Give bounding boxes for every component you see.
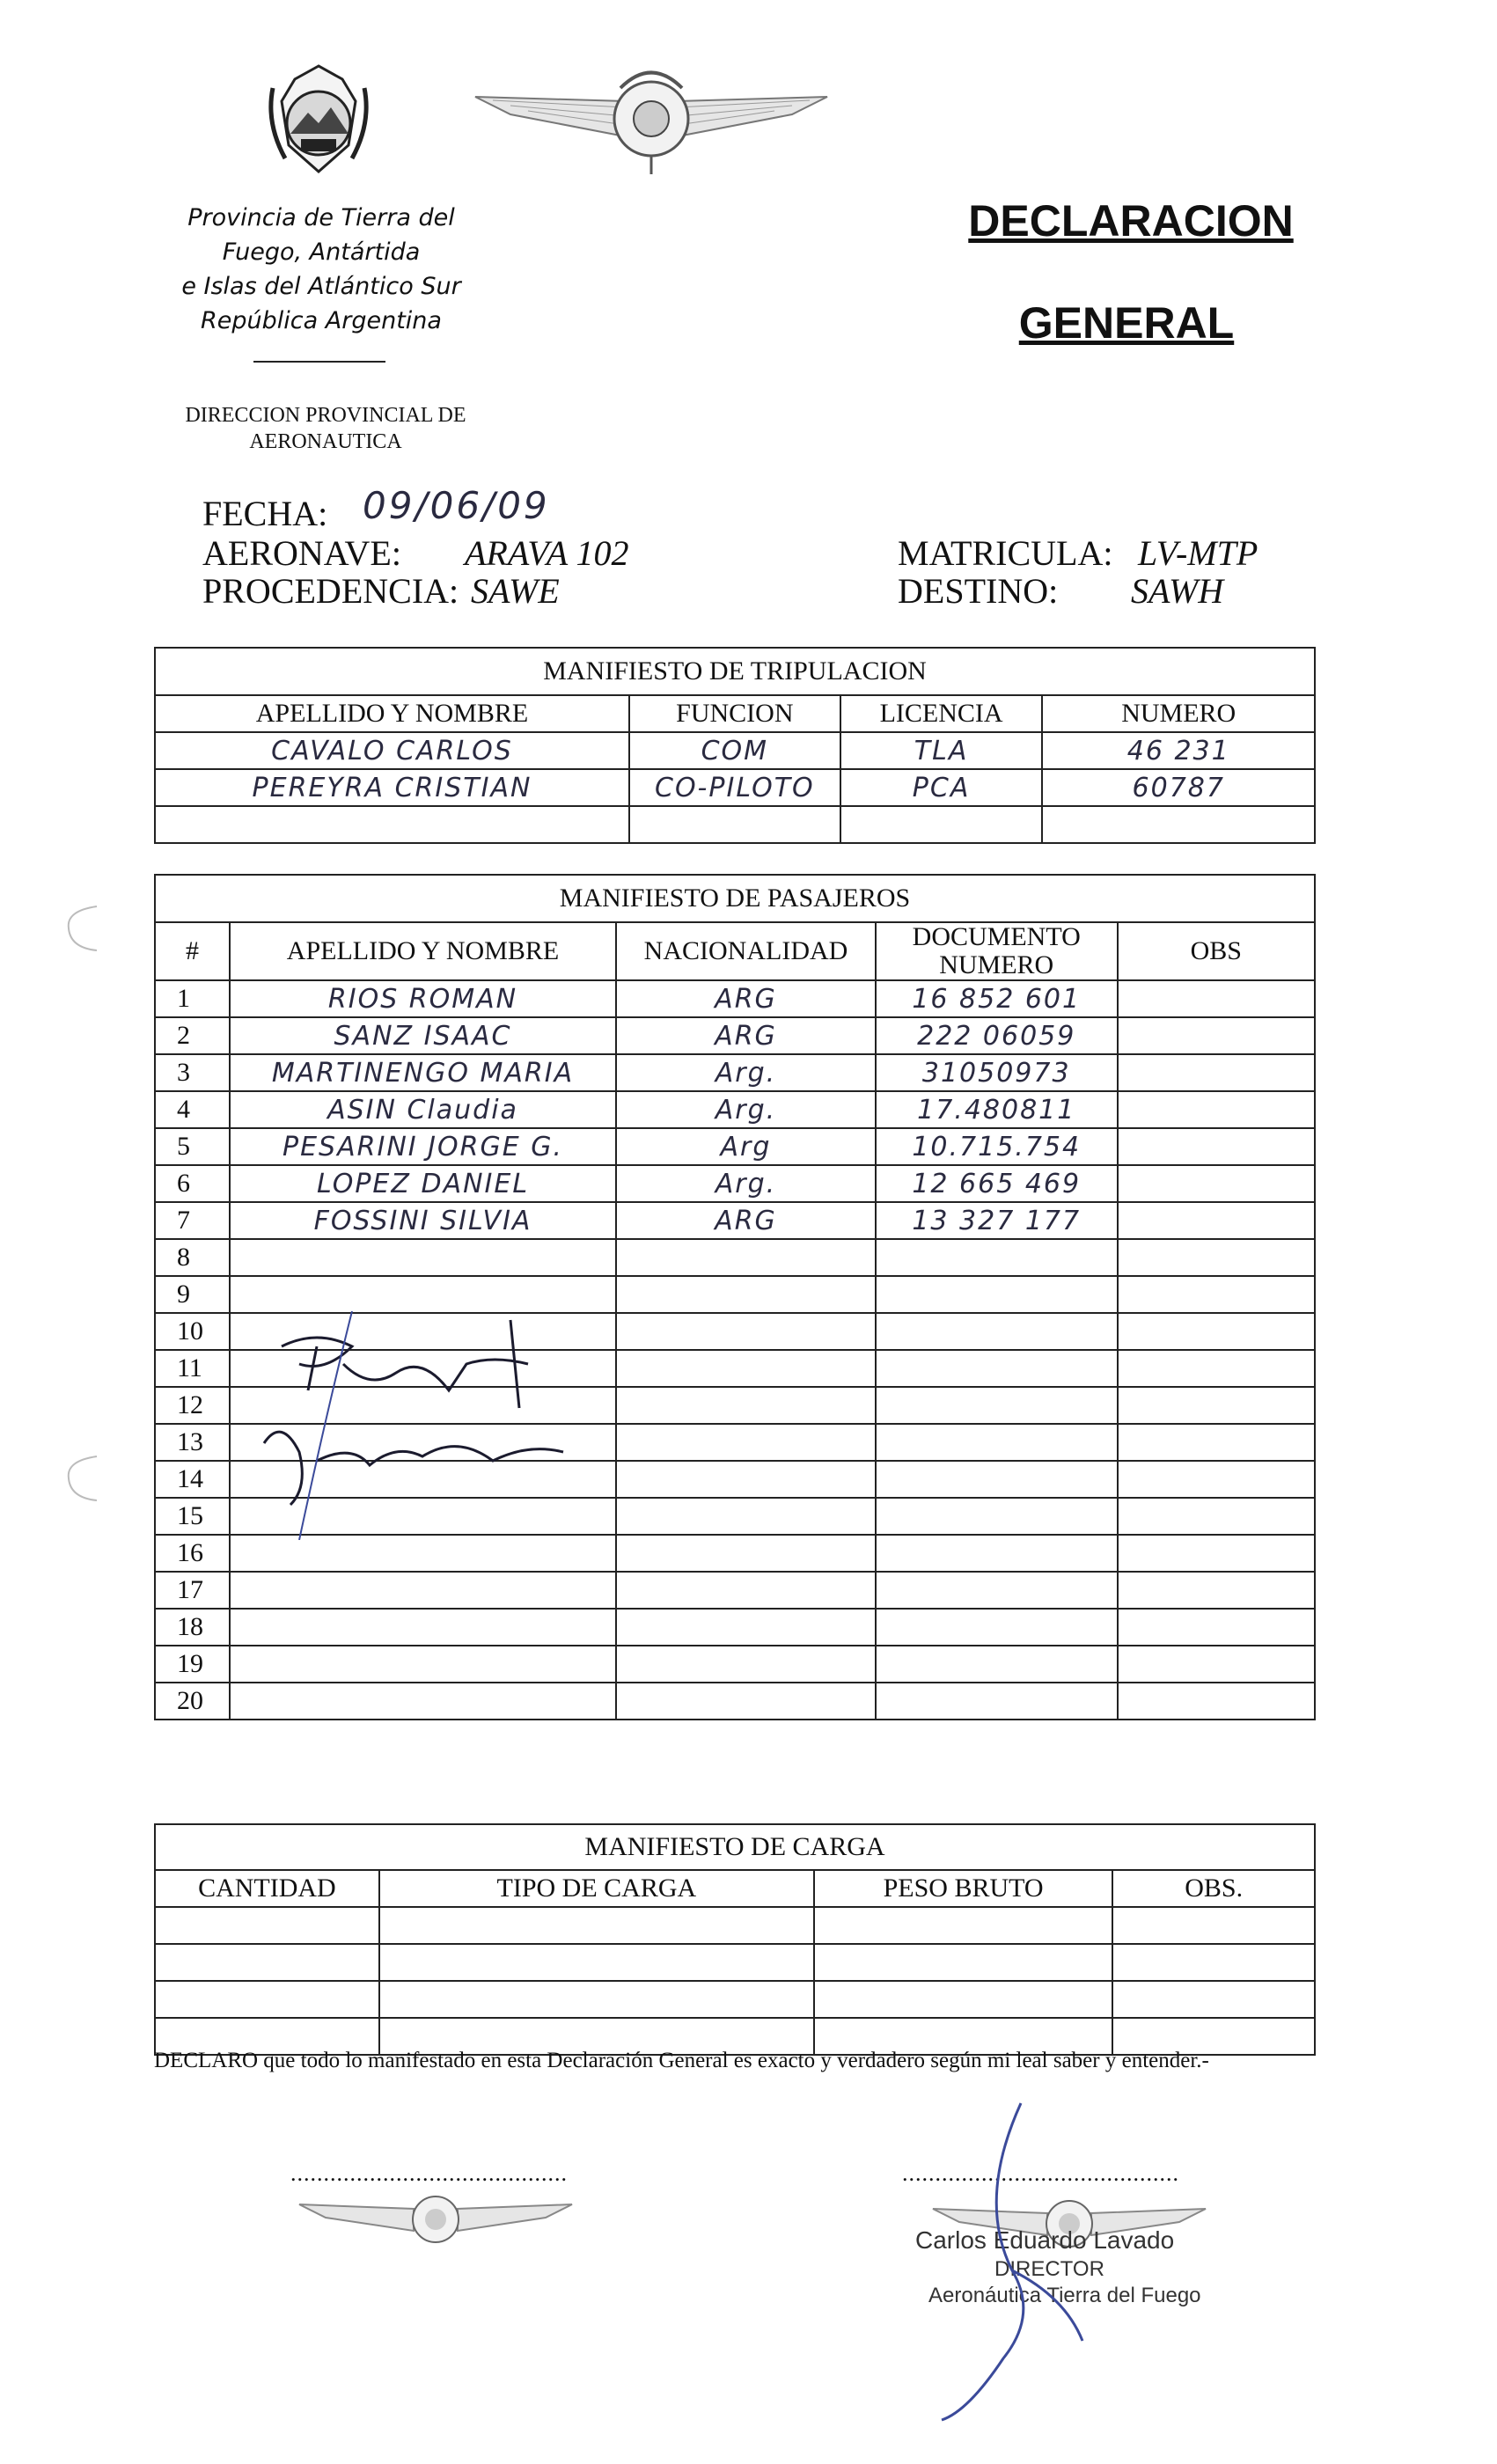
stamp-org: Aeronáutica Tierra del Fuego xyxy=(928,2284,1201,2307)
pax-name: LOPEZ DANIEL xyxy=(230,1165,616,1202)
cargo-type xyxy=(379,1907,814,1944)
direction-line-2: AERONAUTICA xyxy=(249,430,402,453)
pax-document: 222 06059 xyxy=(876,1017,1118,1054)
cargo-obs xyxy=(1112,1907,1315,1944)
pax-obs xyxy=(1118,1387,1315,1424)
pax-obs xyxy=(1118,1609,1315,1646)
pax-obs xyxy=(1118,1239,1315,1276)
pax-header-document: DOCUMENTO NUMERO xyxy=(876,922,1118,980)
pax-number: 6 xyxy=(155,1165,230,1202)
pax-name xyxy=(230,1535,616,1572)
aeronave-label: AERONAVE: xyxy=(202,533,401,573)
cargo-obs xyxy=(1112,1944,1315,1981)
cargo-header-type: TIPO DE CARGA xyxy=(379,1870,814,1907)
fecha-value: 09/06/09 xyxy=(363,484,550,527)
fecha-label: FECHA: xyxy=(202,494,328,533)
pax-name: MARTINENGO MARIA xyxy=(230,1054,616,1091)
table-row xyxy=(155,980,1315,1017)
pax-nationality: Arg. xyxy=(616,1054,876,1091)
handwritten-signature-icon xyxy=(246,1311,598,1540)
pax-number: 1 xyxy=(155,980,230,1017)
pax-nationality: Arg. xyxy=(616,1091,876,1128)
pax-name xyxy=(230,1239,616,1276)
crew-row-3-function xyxy=(629,806,840,843)
pax-number: 4 xyxy=(155,1091,230,1128)
pax-name: ASIN Claudia xyxy=(230,1091,616,1128)
document-subtitle: GENERAL xyxy=(1018,298,1235,348)
pax-name xyxy=(230,1683,616,1720)
director-signature-icon xyxy=(906,2094,1135,2429)
pax-number: 2 xyxy=(155,1017,230,1054)
province-emblem-icon xyxy=(264,62,374,176)
pax-nationality xyxy=(616,1350,876,1387)
pax-obs xyxy=(1118,1128,1315,1165)
signature-line-left: .......................................... xyxy=(290,2160,568,2186)
pax-nationality xyxy=(616,1683,876,1720)
table-row xyxy=(155,1646,1315,1683)
pax-number: 19 xyxy=(155,1646,230,1683)
aeronave-value: ARAVA 102 xyxy=(465,533,629,573)
cargo-obs xyxy=(1112,1981,1315,2018)
cargo-title: MANIFIESTO DE CARGA xyxy=(155,1824,1315,1870)
pax-document xyxy=(876,1313,1118,1350)
table-row xyxy=(155,1572,1315,1609)
pax-obs xyxy=(1118,1165,1315,1202)
pax-name: RIOS ROMAN xyxy=(230,980,616,1017)
cargo-header-weight: PESO BRUTO xyxy=(814,1870,1112,1907)
cargo-quantity xyxy=(155,1907,379,1944)
pax-nationality: ARG xyxy=(616,1017,876,1054)
pax-document xyxy=(876,1498,1118,1535)
pax-obs xyxy=(1118,1350,1315,1387)
table-row xyxy=(155,1981,1315,2018)
stamp-role: DIRECTOR xyxy=(994,2257,1104,2281)
hole-punch-bottom-icon xyxy=(62,1452,106,1505)
crew-row-1-license: TLA xyxy=(840,732,1043,769)
pax-header-obs: OBS xyxy=(1118,922,1315,980)
pax-nationality xyxy=(616,1572,876,1609)
crew-header-number: NUMERO xyxy=(1042,695,1315,732)
pax-document xyxy=(876,1424,1118,1461)
province-line-3: e Islas del Atlántico Sur xyxy=(181,273,461,300)
table-row xyxy=(155,1054,1315,1091)
pax-obs xyxy=(1118,1683,1315,1720)
province-underline xyxy=(253,361,385,363)
pax-document xyxy=(876,1683,1118,1720)
stamp-name: Carlos Eduardo Lavado xyxy=(915,2226,1175,2254)
pax-number: 9 xyxy=(155,1276,230,1313)
pax-obs xyxy=(1118,1498,1315,1535)
pax-name xyxy=(230,1276,616,1313)
pax-number: 18 xyxy=(155,1609,230,1646)
pax-document: 10.715.754 xyxy=(876,1128,1118,1165)
pax-number: 12 xyxy=(155,1387,230,1424)
document-title: DECLARACION xyxy=(968,196,1294,246)
pax-document xyxy=(876,1276,1118,1313)
table-row xyxy=(155,1202,1315,1239)
hole-punch-top-icon xyxy=(62,902,106,955)
cargo-header-obs: OBS. xyxy=(1112,1870,1315,1907)
direction-line-1: DIRECCION PROVINCIAL DE xyxy=(185,404,466,427)
pax-header-name: APELLIDO Y NOMBRE xyxy=(230,922,616,980)
crew-title: MANIFIESTO DE TRIPULACION xyxy=(155,648,1315,695)
pax-nationality xyxy=(616,1424,876,1461)
signature-line-right: .......................................... xyxy=(902,2160,1179,2186)
pax-obs xyxy=(1118,1202,1315,1239)
pax-nationality: Arg. xyxy=(616,1165,876,1202)
pax-number: 7 xyxy=(155,1202,230,1239)
destino-label: DESTINO: xyxy=(898,571,1059,611)
pax-document: 12 665 469 xyxy=(876,1165,1118,1202)
pax-number: 14 xyxy=(155,1461,230,1498)
pax-document xyxy=(876,1646,1118,1683)
pax-obs xyxy=(1118,1017,1315,1054)
crew-row-3-number xyxy=(1042,806,1315,843)
pax-document: 13 327 177 xyxy=(876,1202,1118,1239)
table-row xyxy=(155,1683,1315,1720)
pax-number: 15 xyxy=(155,1498,230,1535)
crew-row-2-number: 60787 xyxy=(1042,769,1315,806)
pax-nationality: ARG xyxy=(616,980,876,1017)
pax-document: 17.480811 xyxy=(876,1091,1118,1128)
table-row xyxy=(155,1535,1315,1572)
pax-nationality xyxy=(616,1498,876,1535)
destino-value: SAWH xyxy=(1131,571,1224,611)
cargo-type xyxy=(379,1944,814,1981)
pax-name xyxy=(230,1646,616,1683)
table-row xyxy=(155,1128,1315,1165)
pax-document xyxy=(876,1572,1118,1609)
table-row xyxy=(155,1091,1315,1128)
pax-nationality xyxy=(616,1646,876,1683)
pax-obs xyxy=(1118,1313,1315,1350)
table-row xyxy=(155,1276,1315,1313)
pax-name xyxy=(230,1572,616,1609)
pax-name: PESARINI JORGE G. xyxy=(230,1128,616,1165)
pax-name: SANZ ISAAC xyxy=(230,1017,616,1054)
pax-number: 3 xyxy=(155,1054,230,1091)
table-row xyxy=(155,1165,1315,1202)
pax-nationality xyxy=(616,1609,876,1646)
matricula-label: MATRICULA: xyxy=(898,533,1113,573)
crew-row-1-function: COM xyxy=(629,732,840,769)
pax-document xyxy=(876,1461,1118,1498)
pax-document xyxy=(876,1609,1118,1646)
pax-nationality: ARG xyxy=(616,1202,876,1239)
pax-obs xyxy=(1118,1646,1315,1683)
cargo-type xyxy=(379,1981,814,2018)
pax-document xyxy=(876,1535,1118,1572)
crew-row-2-function: CO-PILOTO xyxy=(629,769,840,806)
pax-nationality: Arg xyxy=(616,1128,876,1165)
pax-nationality xyxy=(616,1461,876,1498)
pax-number: 5 xyxy=(155,1128,230,1165)
air-force-wings-emblem-icon xyxy=(458,53,845,176)
footer-wings-emblem-left-icon xyxy=(290,2182,581,2253)
crew-row-1-number: 46 231 xyxy=(1042,732,1315,769)
crew-row-2-name: PEREYRA CRISTIAN xyxy=(155,769,629,806)
crew-row-2-license: PCA xyxy=(840,769,1043,806)
pax-name: FOSSINI SILVIA xyxy=(230,1202,616,1239)
procedencia-label: PROCEDENCIA: xyxy=(202,571,459,611)
cargo-quantity xyxy=(155,1981,379,2018)
pax-nationality xyxy=(616,1535,876,1572)
declaration-text: DECLARO que todo lo manifestado en esta Declaración General es exacto y verdadero según mi leal saber y entender.- xyxy=(154,2049,1209,2072)
cargo-header-quantity: CANTIDAD xyxy=(155,1870,379,1907)
table-row xyxy=(155,1609,1315,1646)
pax-obs xyxy=(1118,1572,1315,1609)
pax-name xyxy=(230,1609,616,1646)
pax-nationality xyxy=(616,1387,876,1424)
pax-obs xyxy=(1118,1276,1315,1313)
procedencia-value: SAWE xyxy=(471,571,560,611)
pax-obs xyxy=(1118,1535,1315,1572)
passengers-title: MANIFIESTO DE PASAJEROS xyxy=(155,875,1315,922)
cargo-manifest-table xyxy=(154,1823,1316,2056)
pax-nationality xyxy=(616,1313,876,1350)
table-row xyxy=(155,1017,1315,1054)
pax-obs xyxy=(1118,1461,1315,1498)
pax-number: 10 xyxy=(155,1313,230,1350)
cargo-weight xyxy=(814,1944,1112,1981)
pax-document: 16 852 601 xyxy=(876,980,1118,1017)
pax-nationality xyxy=(616,1276,876,1313)
cargo-weight xyxy=(814,1981,1112,2018)
pax-document xyxy=(876,1239,1118,1276)
province-line-2: Fuego, Antártida xyxy=(222,238,421,266)
crew-row-3-license xyxy=(840,806,1043,843)
pax-number: 13 xyxy=(155,1424,230,1461)
table-row xyxy=(155,1907,1315,1944)
cargo-quantity xyxy=(155,1944,379,1981)
province-line-1: Provincia de Tierra del xyxy=(187,204,455,231)
passenger-manifest-table xyxy=(154,874,1316,1720)
pax-number: 8 xyxy=(155,1239,230,1276)
pax-document xyxy=(876,1350,1118,1387)
crew-row-3-name xyxy=(155,806,629,843)
pax-document xyxy=(876,1387,1118,1424)
cargo-weight xyxy=(814,1907,1112,1944)
pax-header-nationality: NACIONALIDAD xyxy=(616,922,876,980)
pax-obs xyxy=(1118,1054,1315,1091)
crew-row-1-name: CAVALO CARLOS xyxy=(155,732,629,769)
table-row xyxy=(155,1944,1315,1981)
pax-number: 16 xyxy=(155,1535,230,1572)
crew-header-license: LICENCIA xyxy=(840,695,1043,732)
crew-header-name: APELLIDO Y NOMBRE xyxy=(155,695,629,732)
pax-header-number: # xyxy=(155,922,230,980)
crew-manifest-table xyxy=(154,647,1316,844)
crew-header-function: FUNCION xyxy=(629,695,840,732)
pax-document: 31050973 xyxy=(876,1054,1118,1091)
province-line-4: República Argentina xyxy=(201,307,442,334)
pax-nationality xyxy=(616,1239,876,1276)
pax-number: 20 xyxy=(155,1683,230,1720)
pax-number: 17 xyxy=(155,1572,230,1609)
pax-obs xyxy=(1118,1091,1315,1128)
matricula-value: LV-MTP xyxy=(1138,533,1259,573)
table-row xyxy=(155,1239,1315,1276)
pax-obs xyxy=(1118,1424,1315,1461)
pax-number: 11 xyxy=(155,1350,230,1387)
pax-obs xyxy=(1118,980,1315,1017)
